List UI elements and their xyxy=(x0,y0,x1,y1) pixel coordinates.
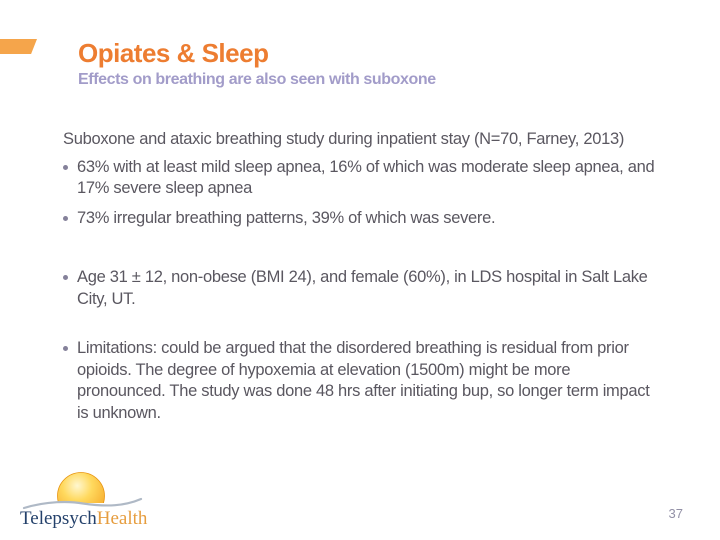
telepsych-health-logo xyxy=(19,468,149,532)
slide-title: Opiates & Sleep xyxy=(78,38,269,68)
bullet-item xyxy=(77,157,655,200)
bullet-list xyxy=(63,157,655,425)
bullet-dot-icon xyxy=(63,165,68,170)
bullet-text: 73% irregular breathing patterns, 39% of which was severe. xyxy=(77,208,496,227)
bullet-dot-icon xyxy=(63,275,68,280)
accent-bar xyxy=(0,39,37,54)
bullet-text: 63% with at least mild sleep apnea, 16% of which was moderate sleep apnea, and 17% severe sleep apnea xyxy=(77,157,655,197)
logo-wordmark xyxy=(20,508,147,530)
slide-subtitle: Effects on breathing are also seen with suboxone xyxy=(78,71,436,88)
intro-text: Suboxone and ataxic breathing study during inpatient stay (N=70, Farney, 2013) xyxy=(63,130,625,148)
bullet-item xyxy=(77,208,655,230)
bullet-item xyxy=(77,267,655,310)
page-number: 37 xyxy=(668,506,683,521)
sun-horizon-icon xyxy=(19,468,149,510)
bullet-text: Age 31 ± 12, non-obese (BMI 24), and female (60%), in LDS hospital in Salt Lake City, UT. xyxy=(77,268,648,308)
slide-body xyxy=(63,129,677,424)
bullet-dot-icon xyxy=(63,216,68,221)
bullet-text: Limitations: could be argued that the disordered breathing is residual from prior opioids. The degree of hypoxemia at elevation (1500m) might be more pronounced. The study was done 48 hrs after initiating bup, so longer term impact is unknown. xyxy=(77,339,650,422)
bullet-dot-icon xyxy=(63,346,68,351)
bullet-item xyxy=(77,338,655,424)
logo-text-health: Health xyxy=(96,508,148,529)
logo-text-telepsych: Telepsych xyxy=(20,508,97,529)
